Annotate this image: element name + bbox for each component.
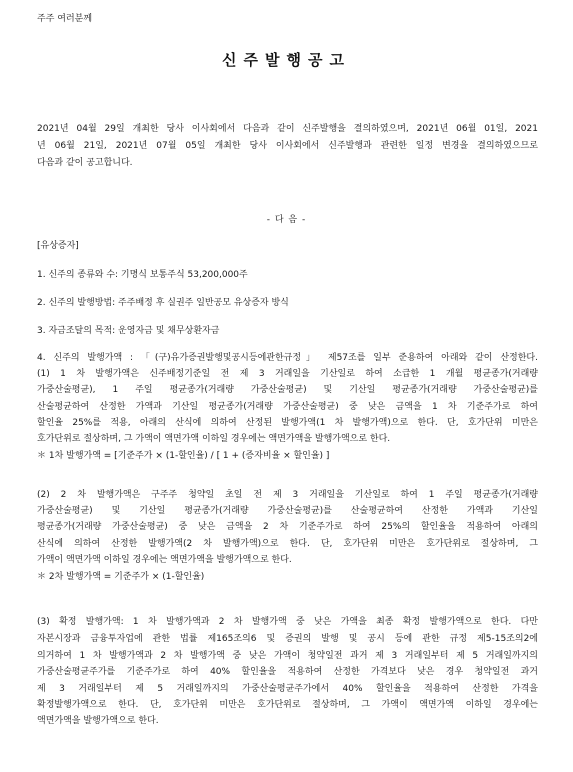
part-3-line: (3) 확정 발행가액: 1 차 발행가액과 2 차 발행가액 중 낮은 가액을 최종 확정 발행가액으로 한다. 다만 — [37, 617, 538, 627]
item-4-line: 할인율 25%를 적용, 아래의 산식에 의하여 산정된 발행가액(1 차 발행가액)으로 한다. 단, 호가단위 미만은 — [37, 418, 538, 428]
item-2: 2. 신주의 발행방법: 주주배정 후 실권주 일반공모 유상증자 방식 — [37, 298, 289, 308]
item-4-heading: 4. 신주의 발행가액 : 「(구)유가증권발행및공시등에관한규정」 제57조를 일부 준용하여 아래와 같이 산정한다. — [37, 353, 538, 363]
item-4-line: 산술평균하여 산정한 가액과 기산일 평균종가(거래량 가중산술평균) 중 낮은 금액을 1 차 기준주가로 하여 — [37, 402, 538, 412]
intro-line-1: 2021년 04월 29일 개최한 당사 이사회에서 다음과 같이 신주발행을 결의하였으며, 2021년 06월 01일, 2021 — [37, 124, 538, 134]
formula-2: ＊ 2차 발행가액 = 기준주가 × (1-할인율) — [37, 572, 205, 582]
part-3-line: 의거하여 1 차 발행가액과 2 차 발행가액 중 낮은 가액이 청약일전 과거 제 3 거래일부터 제 5 거래일까지의 — [37, 651, 538, 661]
intro-line-2: 년 06월 21일, 2021년 07월 05일 개최한 당사 이사회에서 신주발행과 관련한 일정 변경을 결의하였으므로 — [37, 141, 538, 151]
item-4-line: 가중산술평균), 1 주일 평균종가(거래량 가중산술평균) 및 기산일 평균종가(거래량 가중산술평균)를 — [37, 385, 538, 395]
part-2-line: 가액이 액면가액 이하일 경우에는 액면가액을 발행가액으로 한다. — [37, 555, 292, 565]
intro-line-3: 다음과 같이 공고합니다. — [37, 158, 133, 168]
part-3-line: 확정발행가액으로 한다. 단, 호가단위 미만은 호가단위로 절상하며, 그 가액이 액면가액 이하일 경우에는 — [37, 700, 538, 710]
item-3: 3. 자금조달의 목적: 운영자금 및 채무상환자금 — [37, 326, 220, 336]
formula-1: ＊ 1차 발행가액 = [기준주가 × (1-할인율) / [ 1 + (증자비율 × 할인율) ] — [37, 451, 330, 461]
item-1: 1. 신주의 종류와 수: 기명식 보통주식 53,200,000주 — [37, 270, 248, 280]
part-3-line: 제 3 거래일부터 제 5 거래일까지의 가중산술평균주가에서 40% 할인율을 적용하여 산정한 가격을 — [37, 684, 538, 694]
part-2-line: (2) 2 차 발행가액은 구주주 청약일 초일 전 제 3 거래일을 기산일로 하여 1 주일 평균종가(거래량 — [37, 490, 538, 500]
separator-heading: - 다 음 - — [266, 215, 307, 225]
item-4-line: (1) 1 차 발행가액은 신주배정기준일 전 제 3 거래일을 기산일로 하여 소급한 1 개월 평균종가(거래량 — [37, 369, 538, 379]
part-3-line: 액면가액을 발행가액으로 한다. — [37, 716, 159, 726]
part-2-line: 가중산술평균) 및 기산일 평균종가(거래량 가중산술평균)를 산술평균하여 산정한 가액과 기산일 — [37, 506, 538, 516]
notice-title: 신주발행공고 — [222, 51, 351, 69]
part-3-line: 가중산술평균주가를 기준주가로 하여 40% 할인율을 적용하여 산정한 가격보다 낮은 경우 청약일전 과거 — [37, 667, 538, 677]
greeting: 주주 여러분께 — [37, 14, 93, 24]
part-3-line: 자본시장과 금융투자업에 관한 법률 제165조의6 및 증권의 발행 및 공시 등에 관한 규정 제5-15조의2에 — [37, 634, 538, 644]
part-2-line: 산식에 의하여 산정한 발행가액(2 차 발행가액)으로 한다. 단, 호가단위 미만은 호가단위로 절상하며, 그 — [37, 539, 538, 549]
section-header: [유상증자] — [37, 241, 79, 251]
item-4-line: 호가단위로 절상하며, 그 가액이 액면가액 이하일 경우에는 액면가액을 발행가액으로 한다. — [37, 434, 391, 444]
part-2-line: 평균종가(거래량 가중산술평균) 중 낮은 금액을 2 차 기준주가로 하여 25%의 할인율을 적용하여 아래의 — [37, 522, 538, 532]
